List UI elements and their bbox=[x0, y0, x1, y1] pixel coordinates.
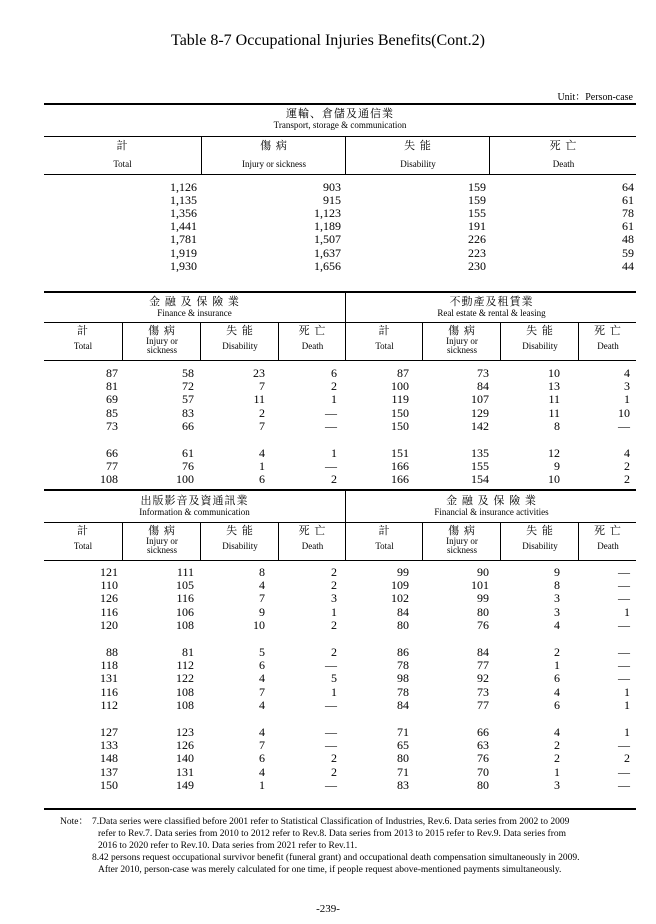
table-cell: 7 bbox=[259, 738, 265, 753]
table-cell: 81 bbox=[182, 645, 194, 659]
table-cell: 4 bbox=[624, 366, 630, 380]
table-cell: 9 bbox=[554, 459, 560, 474]
table-cell: 1 bbox=[259, 777, 265, 792]
column-header: 計 Total bbox=[345, 522, 423, 560]
table-cell: 84 bbox=[477, 379, 489, 394]
table-row bbox=[44, 752, 636, 765]
table-row bbox=[44, 672, 636, 685]
table-cell: 4 bbox=[554, 684, 560, 699]
section-rule bbox=[44, 808, 636, 810]
table-row bbox=[44, 181, 636, 194]
table-cell: 10 bbox=[548, 472, 560, 487]
table-cell: 109 bbox=[391, 578, 409, 593]
table-cell: 48 bbox=[622, 232, 634, 247]
table-cell: 149 bbox=[176, 777, 194, 792]
table-cell: 5 bbox=[331, 671, 337, 686]
table-cell: — bbox=[325, 697, 337, 712]
table-cell: 1,189 bbox=[314, 219, 341, 234]
section-title-band bbox=[44, 293, 636, 323]
column-header: 傷 病 Injury or sickness bbox=[422, 322, 501, 360]
table-cell: 1 bbox=[624, 684, 630, 699]
table-cell: 121 bbox=[100, 565, 118, 579]
table-cell: 61 bbox=[182, 446, 194, 460]
table-cell: 4 bbox=[259, 446, 265, 460]
section-title-en: Transport, storage & communication bbox=[273, 120, 407, 130]
table-cell: 120 bbox=[100, 617, 118, 632]
table-cell: 116 bbox=[176, 591, 194, 606]
table-cell: 58 bbox=[182, 366, 194, 380]
table-cell: 116 bbox=[100, 684, 118, 699]
table-row bbox=[44, 247, 636, 260]
table-cell: 3 bbox=[624, 379, 630, 394]
table-cell: 7 bbox=[259, 684, 265, 699]
table-row bbox=[44, 686, 636, 699]
column-header: 死 亡 Death bbox=[278, 322, 346, 360]
table-cell: 7 bbox=[259, 591, 265, 606]
table-row bbox=[44, 393, 636, 406]
column-header: 計 Total bbox=[73, 325, 93, 351]
table-cell: 2 bbox=[331, 565, 337, 579]
table-cell: 10 bbox=[253, 617, 265, 632]
table-cell: 108 bbox=[176, 617, 194, 632]
table-cell: 88 bbox=[106, 645, 118, 659]
table-cell: 1 bbox=[624, 392, 630, 407]
table-cell: 44 bbox=[622, 258, 634, 273]
table-cell: 102 bbox=[391, 591, 409, 606]
page-title: Table 8-7 Occupational Injuries Benefits(Cont.2) bbox=[171, 32, 485, 49]
table-cell: 90 bbox=[477, 565, 489, 579]
column-header: 計 Total bbox=[73, 525, 93, 551]
table-row bbox=[44, 659, 636, 672]
table-cell: 61 bbox=[622, 193, 634, 208]
page-number: -239- bbox=[316, 903, 340, 915]
table-cell: 72 bbox=[182, 379, 194, 394]
table-cell: 3 bbox=[331, 591, 337, 606]
table-cell: 4 bbox=[259, 697, 265, 712]
table-cell: 3 bbox=[554, 604, 560, 619]
notes-label: Note： bbox=[60, 817, 88, 827]
table-cell: 4 bbox=[624, 446, 630, 460]
table-cell: 78 bbox=[397, 684, 409, 699]
table-cell: 1,656 bbox=[314, 258, 341, 273]
table-cell: 150 bbox=[391, 405, 409, 420]
table-row bbox=[44, 606, 636, 619]
table-row bbox=[44, 739, 636, 752]
col-death: 死 亡 Death bbox=[489, 136, 637, 174]
table-cell: 66 bbox=[477, 725, 489, 739]
table-cell: 99 bbox=[477, 591, 489, 606]
table-cell: 148 bbox=[100, 751, 118, 766]
table-cell: 9 bbox=[259, 604, 265, 619]
table-cell: 3 bbox=[554, 591, 560, 606]
table-cell: 6 bbox=[554, 697, 560, 712]
table-cell: 11 bbox=[548, 392, 560, 407]
table-cell: 23 bbox=[253, 366, 265, 380]
table-cell: 61 bbox=[622, 219, 634, 234]
table-cell: 11 bbox=[548, 405, 560, 420]
table-cell: 77 bbox=[106, 459, 118, 474]
table-cell: 133 bbox=[100, 738, 118, 753]
table-cell: 69 bbox=[106, 392, 118, 407]
column-header: 傷 病 Injury or sickness bbox=[122, 322, 201, 360]
table-row bbox=[44, 420, 636, 433]
table-cell: — bbox=[618, 658, 630, 673]
section-info-financial bbox=[44, 491, 636, 809]
table-cell: 70 bbox=[477, 764, 489, 779]
table-cell: 131 bbox=[100, 671, 118, 686]
table-cell: 8 bbox=[554, 578, 560, 593]
note-line: 8.42 persons request occupational survivor benefit (funeral grant) and occupational death compensation simultaneously in 2009. bbox=[92, 853, 580, 863]
table-cell: 140 bbox=[176, 751, 194, 766]
section-title-band bbox=[44, 104, 636, 137]
left-title-en: Information & communication bbox=[139, 507, 250, 517]
column-header-band bbox=[44, 522, 636, 561]
table-cell: 166 bbox=[391, 459, 409, 474]
table-cell: 8 bbox=[554, 418, 560, 433]
table-cell: 7 bbox=[259, 379, 265, 394]
table-cell: 1,356 bbox=[170, 206, 197, 221]
column-header: 傷 病 Injury or sickness bbox=[422, 522, 501, 560]
table-cell: 2 bbox=[624, 751, 630, 766]
table-cell: 85 bbox=[106, 405, 118, 420]
table-cell: 123 bbox=[176, 725, 194, 739]
table-cell: 73 bbox=[106, 418, 118, 433]
table-cell: 80 bbox=[477, 777, 489, 792]
table-row bbox=[44, 699, 636, 712]
col-disability: 失 能 Disability bbox=[345, 136, 490, 174]
table-cell: 112 bbox=[176, 658, 194, 673]
table-row bbox=[44, 726, 636, 739]
table-cell: 6 bbox=[331, 366, 337, 380]
unit-label: Unit：Person-case bbox=[557, 92, 633, 103]
section-title-band bbox=[44, 491, 636, 523]
table-cell: 1 bbox=[624, 604, 630, 619]
table-cell: 2 bbox=[331, 751, 337, 766]
table-cell: 1 bbox=[331, 392, 337, 407]
table-cell: 1,507 bbox=[314, 232, 341, 247]
table-cell: 6 bbox=[259, 658, 265, 673]
table-cell: 1,441 bbox=[170, 219, 197, 234]
table-cell: 150 bbox=[391, 418, 409, 433]
table-row bbox=[44, 233, 636, 246]
table-cell: — bbox=[325, 418, 337, 433]
table-cell: 108 bbox=[100, 472, 118, 487]
table-cell: 106 bbox=[176, 604, 194, 619]
table-cell: 12 bbox=[548, 446, 560, 460]
table-cell: 1 bbox=[554, 658, 560, 673]
table-row bbox=[44, 367, 636, 380]
table-cell: 105 bbox=[176, 578, 194, 593]
column-header-band bbox=[44, 136, 636, 175]
table-row bbox=[44, 592, 636, 605]
table-cell: 76 bbox=[182, 459, 194, 474]
table-row bbox=[44, 579, 636, 592]
table-row bbox=[44, 194, 636, 207]
table-cell: 116 bbox=[100, 604, 118, 619]
table-cell: — bbox=[618, 565, 630, 579]
table-cell: 155 bbox=[471, 459, 489, 474]
table-row bbox=[44, 260, 636, 273]
table-row bbox=[44, 473, 636, 486]
table-cell: 2 bbox=[331, 472, 337, 487]
table-cell: 101 bbox=[471, 578, 489, 593]
table-cell: 84 bbox=[397, 697, 409, 712]
table-cell: — bbox=[325, 725, 337, 739]
right-title-en: Real estate & rental & leasing bbox=[437, 308, 546, 318]
table-cell: 159 bbox=[468, 180, 486, 194]
table-cell: 1 bbox=[624, 725, 630, 739]
table-cell: 4 bbox=[259, 671, 265, 686]
table-cell: 903 bbox=[323, 180, 341, 194]
table-cell: — bbox=[618, 764, 630, 779]
table-row bbox=[44, 380, 636, 393]
table-cell: 80 bbox=[477, 604, 489, 619]
note-line: refer to Rev.7. Data series from 2010 to 2012 refer to Rev.8. Data series from 2013 to 2015 refer to Rev.9. Data series from bbox=[98, 829, 566, 839]
table-cell: 78 bbox=[397, 658, 409, 673]
table-cell: 1,919 bbox=[170, 245, 197, 260]
column-header-band bbox=[44, 322, 636, 361]
table-cell: 83 bbox=[397, 777, 409, 792]
table-cell: 87 bbox=[397, 366, 409, 380]
table-cell: 126 bbox=[100, 591, 118, 606]
table-cell: 7 bbox=[259, 418, 265, 433]
table-cell: — bbox=[325, 738, 337, 753]
table-cell: 2 bbox=[554, 751, 560, 766]
table-cell: — bbox=[618, 591, 630, 606]
column-header: 傷 病 Injury or sickness bbox=[122, 522, 201, 560]
table-cell: 2 bbox=[331, 617, 337, 632]
right-title-zh: 金 融 及 保 險 業 bbox=[446, 495, 537, 507]
table-cell: 84 bbox=[397, 604, 409, 619]
column-header: 失 能 Disability bbox=[500, 322, 579, 360]
table-cell: 4 bbox=[259, 578, 265, 593]
table-cell: 159 bbox=[468, 193, 486, 208]
table-cell: 1 bbox=[331, 684, 337, 699]
table-cell: 76 bbox=[477, 617, 489, 632]
table-cell: 166 bbox=[391, 472, 409, 487]
table-cell: — bbox=[618, 418, 630, 433]
table-cell: 127 bbox=[100, 725, 118, 739]
table-cell: 10 bbox=[618, 405, 630, 420]
table-cell: 83 bbox=[182, 405, 194, 420]
table-cell: 2 bbox=[624, 459, 630, 474]
table-cell: 4 bbox=[259, 725, 265, 739]
table-cell: 2 bbox=[331, 645, 337, 659]
left-title-zh: 出版影音及資通訊業 bbox=[140, 495, 249, 507]
table-cell: 71 bbox=[397, 725, 409, 739]
table-cell: 6 bbox=[554, 671, 560, 686]
table-cell: 100 bbox=[176, 472, 194, 487]
table-row bbox=[44, 566, 636, 579]
table-cell: 1 bbox=[331, 446, 337, 460]
col-injury: 傷 病 Injury or sickness bbox=[201, 136, 346, 174]
table-cell: 126 bbox=[176, 738, 194, 753]
table-cell: 4 bbox=[554, 725, 560, 739]
table-cell: 137 bbox=[100, 764, 118, 779]
table-cell: 118 bbox=[100, 658, 118, 673]
table-row bbox=[44, 207, 636, 220]
table-cell: 150 bbox=[100, 777, 118, 792]
table-cell: 77 bbox=[477, 697, 489, 712]
table-cell: 81 bbox=[106, 379, 118, 394]
table-cell: 111 bbox=[176, 565, 194, 579]
note-line: 2016 to 2020 refer to Rev.10. Data series from 2021 refer to Rev.11. bbox=[98, 841, 358, 851]
table-cell: 4 bbox=[259, 764, 265, 779]
table-cell: 2 bbox=[259, 405, 265, 420]
table-cell: 1 bbox=[554, 764, 560, 779]
table-cell: 80 bbox=[397, 617, 409, 632]
table-cell: 87 bbox=[106, 366, 118, 380]
column-header: 死 亡 Death bbox=[578, 322, 637, 360]
table-cell: 73 bbox=[477, 684, 489, 699]
table-cell: 110 bbox=[100, 578, 118, 593]
table-cell: — bbox=[618, 617, 630, 632]
table-row bbox=[44, 407, 636, 420]
table-cell: 122 bbox=[176, 671, 194, 686]
table-cell: 92 bbox=[477, 671, 489, 686]
table-cell: 98 bbox=[397, 671, 409, 686]
table-cell: 1 bbox=[259, 459, 265, 474]
table-cell: — bbox=[618, 578, 630, 593]
column-header: 死 亡 Death bbox=[578, 522, 637, 560]
table-row bbox=[44, 460, 636, 473]
table-cell: — bbox=[618, 645, 630, 659]
table-cell: 3 bbox=[554, 777, 560, 792]
table-row bbox=[44, 447, 636, 460]
table-cell: 1,930 bbox=[170, 258, 197, 273]
table-cell: 8 bbox=[259, 565, 265, 579]
table-cell: 191 bbox=[468, 219, 486, 234]
table-cell: 1,126 bbox=[170, 180, 197, 194]
right-title-en: Financial & insurance activities bbox=[434, 507, 549, 517]
table-cell: 57 bbox=[182, 392, 194, 407]
table-cell: 230 bbox=[468, 258, 486, 273]
notes-body bbox=[92, 816, 637, 876]
table-cell: 155 bbox=[468, 206, 486, 221]
column-header: 計 Total bbox=[345, 322, 423, 360]
table-cell: 2 bbox=[554, 738, 560, 753]
table-cell: 108 bbox=[176, 684, 194, 699]
section-finance-realestate bbox=[44, 293, 636, 489]
table-cell: 1,123 bbox=[314, 206, 341, 221]
table-row bbox=[44, 779, 636, 792]
table-cell: 63 bbox=[477, 738, 489, 753]
table-cell: 107 bbox=[471, 392, 489, 407]
table-cell: 11 bbox=[253, 392, 265, 407]
table-cell: — bbox=[325, 777, 337, 792]
table-cell: 1,781 bbox=[170, 232, 197, 247]
table-cell: — bbox=[325, 658, 337, 673]
table-cell: 80 bbox=[397, 751, 409, 766]
table-cell: 2 bbox=[331, 379, 337, 394]
table-cell: 2 bbox=[331, 578, 337, 593]
table-row bbox=[44, 766, 636, 779]
table-cell: 78 bbox=[622, 206, 634, 221]
note-line: 7.Data series were classified before 2001 refer to Statistical Classification of Industries, Rev.6. Data series from 2002 to 2009 bbox=[92, 817, 570, 827]
table-cell: 9 bbox=[554, 565, 560, 579]
table-cell: 99 bbox=[397, 565, 409, 579]
table-cell: 76 bbox=[477, 751, 489, 766]
column-header: 死 亡 Death bbox=[278, 522, 346, 560]
table-cell: 64 bbox=[622, 180, 634, 194]
section-title-zh: 運輸、倉儲及通信業 bbox=[286, 108, 394, 120]
table-cell: 1 bbox=[331, 604, 337, 619]
table-cell: 142 bbox=[471, 418, 489, 433]
table-cell: 86 bbox=[397, 645, 409, 659]
table-cell: 65 bbox=[397, 738, 409, 753]
table-cell: 223 bbox=[468, 245, 486, 260]
table-cell: 13 bbox=[548, 379, 560, 394]
left-title-zh: 金 融 及 保 險 業 bbox=[149, 296, 240, 308]
table-cell: 135 bbox=[471, 446, 489, 460]
table-cell: 2 bbox=[554, 645, 560, 659]
table-cell: 84 bbox=[477, 645, 489, 659]
table-cell: 66 bbox=[106, 446, 118, 460]
right-title-zh: 不動產及租賃業 bbox=[449, 296, 534, 308]
table-cell: 129 bbox=[471, 405, 489, 420]
table-row bbox=[44, 220, 636, 233]
table-cell: 77 bbox=[477, 658, 489, 673]
table-cell: 4 bbox=[554, 617, 560, 632]
table-cell: 151 bbox=[391, 446, 409, 460]
note-line: After 2010, person-case was merely calculated for one time, if people request above-mentioned payments simultaneously. bbox=[98, 865, 562, 875]
table-cell: — bbox=[325, 459, 337, 474]
table-cell: 2 bbox=[624, 472, 630, 487]
table-cell: 915 bbox=[323, 193, 341, 208]
left-title-en: Finance & insurance bbox=[157, 308, 232, 318]
table-cell: — bbox=[618, 671, 630, 686]
table-cell: 66 bbox=[182, 418, 194, 433]
section-transport bbox=[44, 104, 636, 292]
table-cell: 1,135 bbox=[170, 193, 197, 208]
table-cell: 226 bbox=[468, 232, 486, 247]
table-cell: 5 bbox=[259, 645, 265, 659]
table-cell: 131 bbox=[176, 764, 194, 779]
table-cell: 1 bbox=[624, 697, 630, 712]
col-total: 計 Total bbox=[113, 140, 132, 169]
column-header: 失 能 Disability bbox=[200, 322, 279, 360]
table-cell: — bbox=[618, 738, 630, 753]
table-cell: 6 bbox=[259, 751, 265, 766]
table-cell: 73 bbox=[477, 366, 489, 380]
column-header: 失 能 Disability bbox=[200, 522, 279, 560]
table-cell: 100 bbox=[391, 379, 409, 394]
table-cell: — bbox=[618, 777, 630, 792]
table-cell: 6 bbox=[259, 472, 265, 487]
table-row bbox=[44, 646, 636, 659]
table-cell: 119 bbox=[391, 392, 409, 407]
table-cell: 10 bbox=[548, 366, 560, 380]
table-cell: 1,637 bbox=[314, 245, 341, 260]
table-cell: 2 bbox=[331, 764, 337, 779]
table-cell: 71 bbox=[397, 764, 409, 779]
column-header: 失 能 Disability bbox=[500, 522, 579, 560]
table-cell: — bbox=[325, 405, 337, 420]
table-cell: 59 bbox=[622, 245, 634, 260]
table-row bbox=[44, 619, 636, 632]
table-cell: 108 bbox=[176, 697, 194, 712]
table-cell: 112 bbox=[100, 697, 118, 712]
table-cell: 154 bbox=[471, 472, 489, 487]
